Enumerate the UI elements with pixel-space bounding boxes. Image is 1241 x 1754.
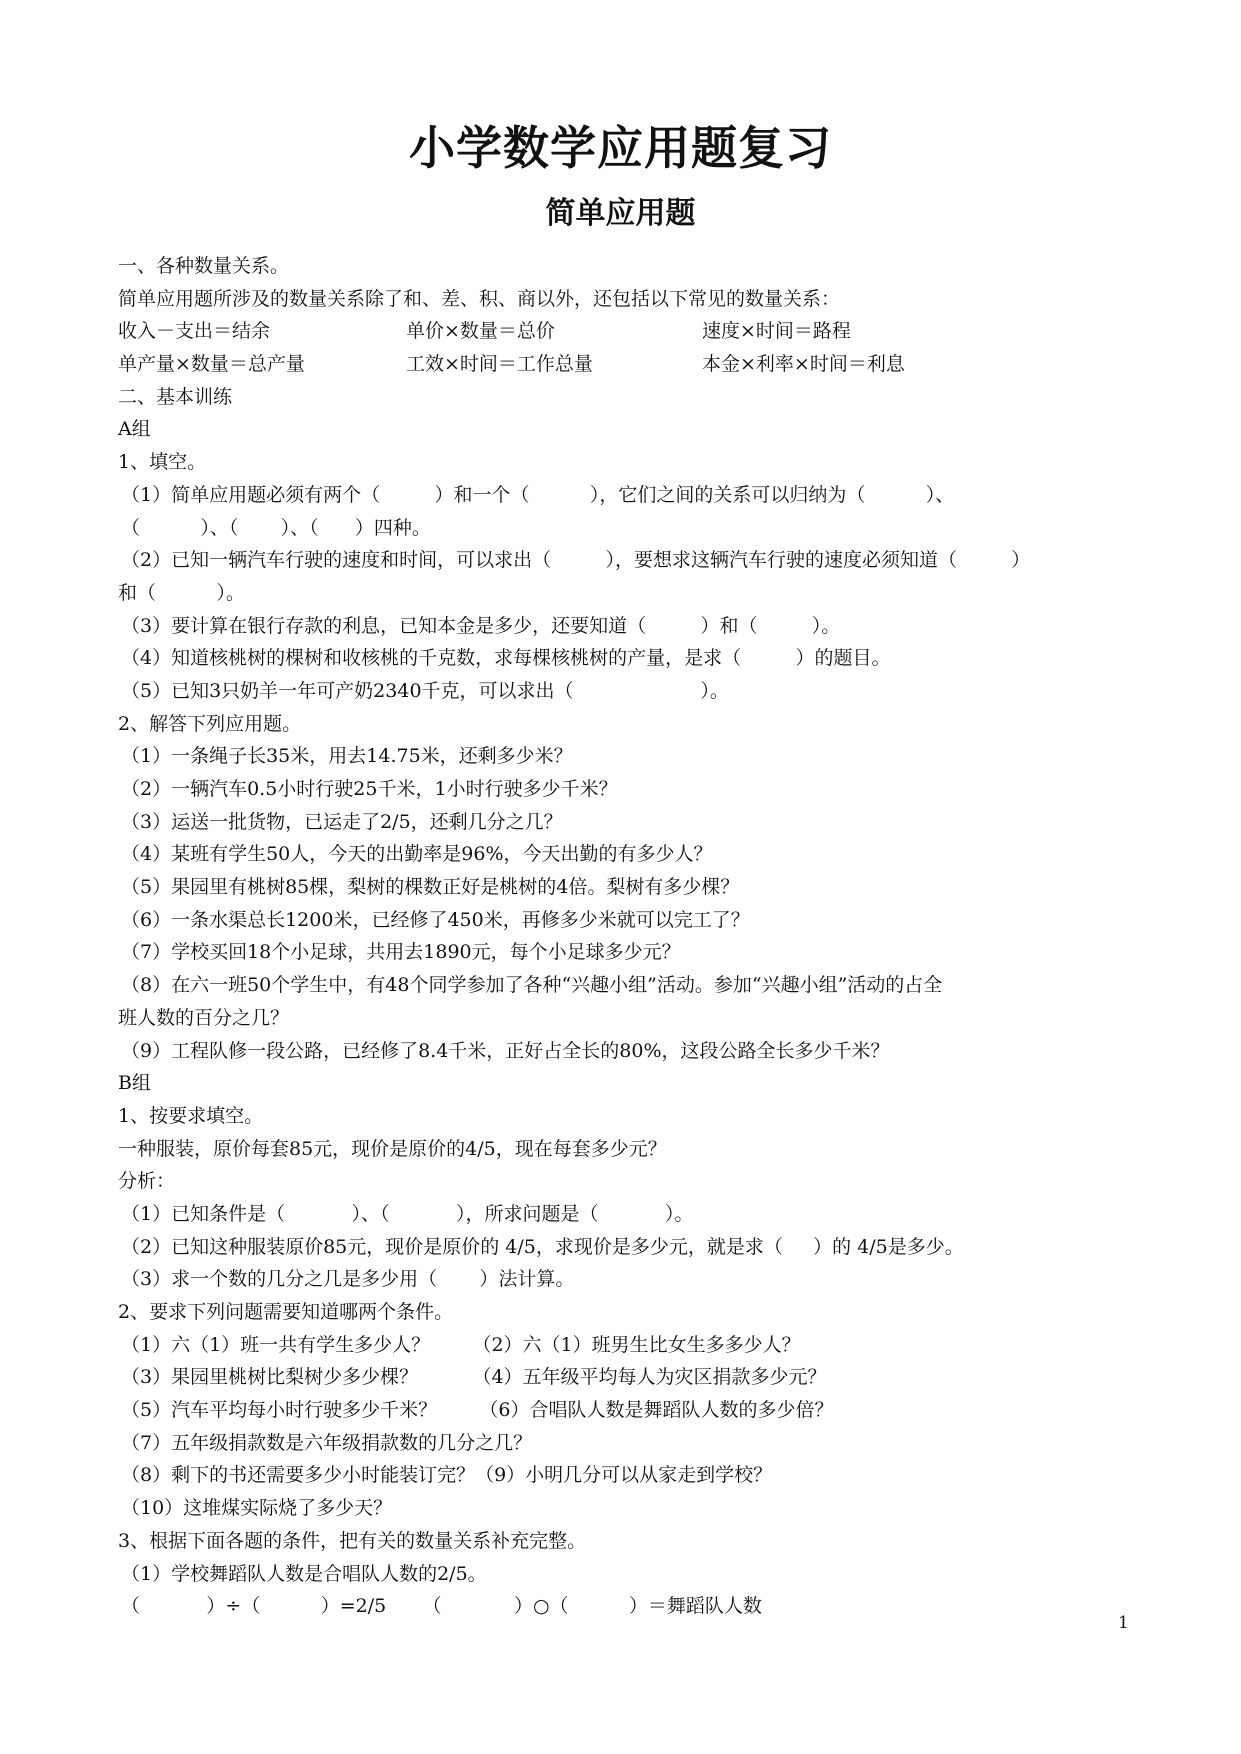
- relation-item: 收入－支出＝结余: [118, 320, 271, 343]
- formula-line: （ ）÷（ ）=2/5 （ ）○（ ）＝舞蹈队人数: [121, 1595, 762, 1618]
- question-line: （1）已知条件是（ ）、（ ），所求问题是（ ）。: [121, 1202, 694, 1225]
- question-line: （3）求一个数的几分之几是多少用（ ）法计算。: [121, 1268, 575, 1291]
- relation-item: 速度×时间＝路程: [702, 320, 851, 343]
- question-line: （1）学校舞蹈队人数是合唱队人数的2/5。: [121, 1562, 487, 1585]
- question-line: （4）某班有学生50人，今天的出勤率是96%，今天出勤的有多少人？: [121, 843, 713, 866]
- question-line: （3）运送一批货物，已运走了2/5，还剩几分之几？: [121, 810, 563, 833]
- question-line: （3）要计算在银行存款的利息，已知本金是多少，还要知道（ ）和（ ）。: [121, 614, 841, 637]
- question-line: （6）一条水渠总长1200米，已经修了450米，再修多少米就可以完工了？: [121, 908, 750, 931]
- question-line: （10）这堆煤实际烧了多少天？: [121, 1497, 393, 1520]
- question-line: （1）简单应用题必须有两个（ ）和一个（ ），它们之间的关系可以归纳为（ ）、: [121, 483, 955, 506]
- question-line: 一种服装，原价每套85元，现价是原价的4/5，现在每套多少元？: [118, 1137, 667, 1160]
- relation-item: 本金×利率×时间＝利息: [702, 353, 905, 376]
- question-line: （8）在六一班50个学生中，有48个同学参加了各种“兴趣小组”活动。参加“兴趣小组”活动的占全: [121, 974, 943, 997]
- question-heading: 2、解答下列应用题。: [118, 712, 302, 735]
- question-line: （2）已知一辆汽车行驶的速度和时间，可以求出（ ），要想求这辆汽车行驶的速度必须知道（ ）: [121, 549, 1031, 572]
- question-line: 和（ ）。: [118, 581, 245, 604]
- page-title: 小学数学应用题复习: [409, 121, 832, 175]
- question-line: （5）已知3只奶羊一年可产奶2340千克，可以求出（ ）。: [121, 679, 729, 702]
- question-heading: 1、按要求填空。: [118, 1104, 264, 1127]
- document-body: [118, 250, 1148, 1623]
- question-line: （2）已知这种服装原价85元，现价是原价的 4/5，求现价是多少元，就是求（ ）的 4/5是多少。: [121, 1235, 964, 1258]
- question-line: （4）知道核桃树的棵树和收核桃的千克数，求每棵核桃树的产量，是求（ ）的题目。: [121, 647, 891, 670]
- section-heading: 二、基本训练: [118, 385, 233, 408]
- intro-text: 简单应用题所涉及的数量关系除了和、差、积、商以外，还包括以下常见的数量关系：: [118, 287, 841, 310]
- analysis-label: 分析：: [118, 1170, 176, 1193]
- question-heading: 2、要求下列问题需要知道哪两个条件。: [118, 1301, 454, 1323]
- question-line: （8）剩下的书还需要多少小时能装订完？（9）小明几分可以从家走到学校？: [121, 1464, 773, 1487]
- question-line: （2）一辆汽车0.5小时行驶25千米，1小时行驶多少千米？: [121, 778, 618, 800]
- section-subtitle: 简单应用题: [545, 196, 696, 231]
- question-line: （3）果园里桃树比梨树少多少棵？ （4）五年级平均每人为灾区捐款多少元？: [121, 1366, 827, 1389]
- page-number: 1: [1118, 1613, 1129, 1633]
- section-heading: 一、各种数量关系。: [118, 255, 290, 277]
- question-line: （5）汽车平均每小时行驶多少千米？ （6）合唱队人数是舞蹈队人数的多少倍？: [121, 1399, 834, 1422]
- question-line: （1）一条绳子长35米，用去14.75米，还剩多少米？: [121, 745, 573, 768]
- relation-item: 单产量×数量＝总产量: [118, 353, 305, 376]
- relation-item: 单价×数量＝总价: [406, 320, 555, 343]
- question-line: （7）学校买回18个小足球，共用去1890元，每个小足球多少元？: [121, 941, 681, 964]
- question-line: （ ）、（ ）、（ ）四种。: [121, 516, 431, 539]
- relation-row: [118, 315, 1148, 348]
- group-heading-b: B组: [118, 1072, 151, 1095]
- question-heading: 3、根据下面各题的条件，把有关的数量关系补充完整。: [118, 1529, 587, 1552]
- question-line: （1）六（1）班一共有学生多少人？ （2）六（1）班男生比女生多多少人？: [121, 1333, 801, 1356]
- group-heading-a: A组: [118, 418, 151, 441]
- question-line: （9）工程队修一段公路，已经修了8.4千米，正好占全长的80%，这段公路全长多少千米？: [121, 1039, 890, 1062]
- relation-row: [118, 348, 1148, 381]
- relation-item: 工效×时间＝工作总量: [406, 353, 593, 376]
- question-heading: 1、填空。: [118, 451, 207, 474]
- question-line: （7）五年级捐款数是六年级捐款数的几分之几？: [121, 1431, 533, 1454]
- question-line: 班人数的百分之几？: [118, 1006, 290, 1029]
- question-line: （5）果园里有桃树85棵，梨树的棵数正好是桃树的4倍。梨树有多少棵？: [121, 876, 740, 899]
